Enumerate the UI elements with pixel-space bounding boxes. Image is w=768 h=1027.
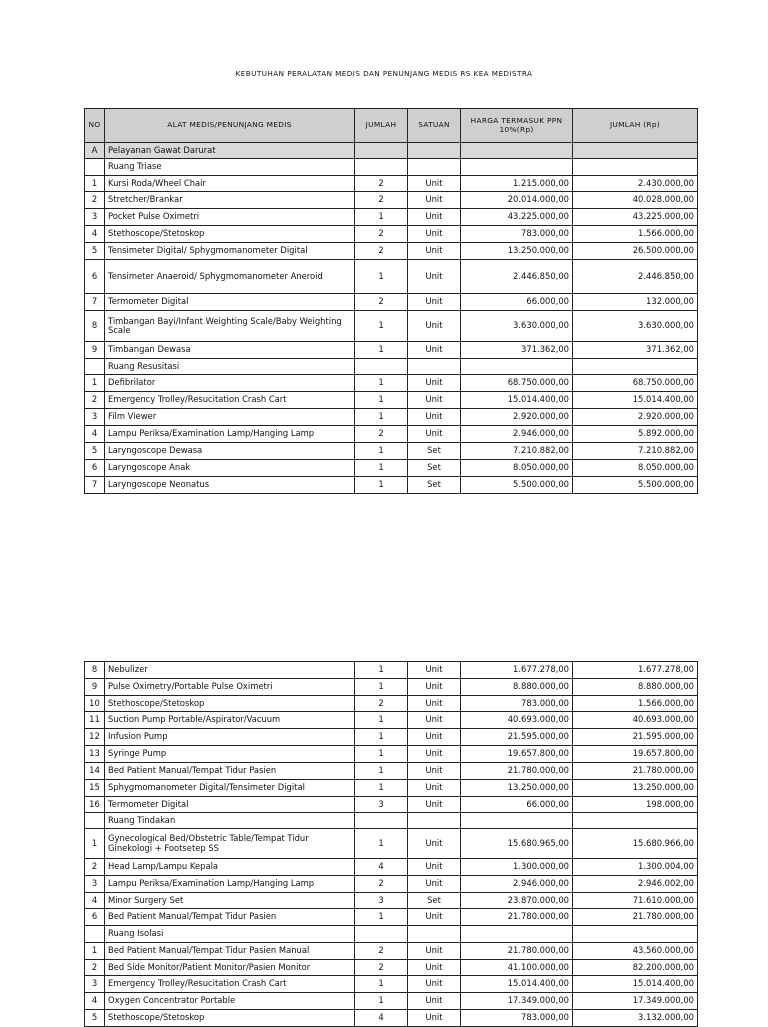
cell-item-name: Film Viewer — [105, 409, 355, 426]
cell-item-name: Kursi Roda/Wheel Chair — [105, 176, 355, 192]
cell-total: 19.657.800,00 — [573, 746, 698, 763]
cell-item-name: Sphygmomanometer Digital/Tensimeter Digital — [105, 780, 355, 797]
cell-price: 17.349.000,00 — [461, 993, 573, 1010]
header-total: JUMLAH (Rp) — [573, 109, 698, 143]
cell-total: 2.946.002,00 — [573, 876, 698, 893]
cell-total: 40.028.000,00 — [573, 192, 698, 209]
cell-no: 16 — [85, 797, 105, 813]
cell-qty: 4 — [355, 1010, 408, 1027]
cell-total: 1.566.000,00 — [573, 696, 698, 712]
cell-price — [461, 143, 573, 159]
cell-unit — [408, 926, 461, 943]
cell-total: 15.680.966,00 — [573, 829, 698, 859]
cell-no: 8 — [85, 311, 105, 342]
cell-price: 2.946.000,00 — [461, 426, 573, 443]
cell-price: 41.100.000,00 — [461, 960, 573, 976]
cell-qty — [355, 813, 408, 829]
cell-item-name: Laryngoscope Neonatus — [105, 477, 355, 494]
cell-qty: 1 — [355, 209, 408, 226]
cell-item-name: Pulse Oximetry/Portable Pulse Oximetri — [105, 679, 355, 696]
cell-unit: Unit — [408, 294, 461, 311]
cell-unit: Unit — [408, 909, 461, 926]
cell-item-name: Minor Surgery Set — [105, 893, 355, 909]
cell-no: 15 — [85, 780, 105, 797]
cell-unit: Unit — [408, 311, 461, 342]
cell-item-name: Tensimeter Digital/ Sphygmomanometer Digital — [105, 243, 355, 260]
table-row — [85, 426, 698, 443]
cell-item-name: Lampu Periksa/Examination Lamp/Hanging Lamp — [105, 426, 355, 443]
cell-no — [85, 359, 105, 375]
cell-unit — [408, 359, 461, 375]
cell-no: 4 — [85, 993, 105, 1010]
cell-no: 14 — [85, 763, 105, 780]
cell-price: 40.693.000,00 — [461, 712, 573, 729]
subsection-row — [85, 926, 698, 943]
cell-no: 1 — [85, 943, 105, 960]
cell-total: 371.362,00 — [573, 342, 698, 359]
cell-item-name: Ruang Resusitasi — [105, 359, 355, 375]
cell-total: 82.200.000,00 — [573, 960, 698, 976]
cell-price — [461, 926, 573, 943]
cell-qty: 1 — [355, 443, 408, 460]
cell-no: 11 — [85, 712, 105, 729]
cell-qty — [355, 359, 408, 375]
table-row — [85, 876, 698, 893]
equipment-table-page-2 — [84, 661, 698, 1027]
cell-no: 6 — [85, 460, 105, 477]
cell-qty: 1 — [355, 342, 408, 359]
cell-price: 15.680.965,00 — [461, 829, 573, 859]
table-row — [85, 859, 698, 876]
cell-price: 8.050.000,00 — [461, 460, 573, 477]
cell-no: 2 — [85, 960, 105, 976]
header-item: ALAT MEDIS/PENUNJANG MEDIS — [105, 109, 355, 143]
table-row — [85, 976, 698, 993]
cell-no: 5 — [85, 443, 105, 460]
cell-no: 2 — [85, 392, 105, 409]
cell-no: 12 — [85, 729, 105, 746]
cell-total — [573, 359, 698, 375]
cell-no: 6 — [85, 909, 105, 926]
cell-price: 13.250.000,00 — [461, 243, 573, 260]
cell-total: 21.595.000,00 — [573, 729, 698, 746]
table-row — [85, 477, 698, 494]
cell-unit: Set — [408, 477, 461, 494]
cell-total: 2.920.000,00 — [573, 409, 698, 426]
cell-unit: Unit — [408, 342, 461, 359]
cell-no: 6 — [85, 260, 105, 294]
cell-unit: Unit — [408, 209, 461, 226]
cell-price: 783.000,00 — [461, 696, 573, 712]
cell-qty: 1 — [355, 829, 408, 859]
table-row — [85, 696, 698, 712]
cell-total: 43.225.000,00 — [573, 209, 698, 226]
table-row — [85, 746, 698, 763]
table-header-row — [85, 109, 698, 143]
cell-qty: 1 — [355, 712, 408, 729]
table-row — [85, 311, 698, 342]
cell-total: 1.566.000,00 — [573, 226, 698, 243]
cell-qty: 1 — [355, 729, 408, 746]
cell-item-name: Laryngoscope Anak — [105, 460, 355, 477]
cell-price: 21.780.000,00 — [461, 909, 573, 926]
table-row — [85, 409, 698, 426]
cell-item-name: Bed Patient Manual/Tempat Tidur Pasien Manual — [105, 943, 355, 960]
cell-total: 68.750.000,00 — [573, 375, 698, 392]
table-row — [85, 829, 698, 859]
cell-price: 5.500.000,00 — [461, 477, 573, 494]
cell-price: 783.000,00 — [461, 1010, 573, 1027]
cell-item-name: Bed Patient Manual/Tempat Tidur Pasien — [105, 763, 355, 780]
cell-price: 371.362,00 — [461, 342, 573, 359]
cell-item-name: Laryngoscope Dewasa — [105, 443, 355, 460]
cell-qty: 3 — [355, 893, 408, 909]
cell-total: 1.300.004,00 — [573, 859, 698, 876]
cell-no: 1 — [85, 829, 105, 859]
cell-total: 17.349.000,00 — [573, 993, 698, 1010]
header-unit: SATUAN — [408, 109, 461, 143]
cell-item-name: Stretcher/Brankar — [105, 192, 355, 209]
cell-unit: Unit — [408, 829, 461, 859]
cell-item-name: Ruang Triase — [105, 159, 355, 176]
cell-qty: 1 — [355, 260, 408, 294]
cell-no — [85, 926, 105, 943]
cell-no: 4 — [85, 226, 105, 243]
cell-qty: 1 — [355, 746, 408, 763]
equipment-table-page-1 — [84, 108, 698, 494]
cell-item-name: Ruang Isolasi — [105, 926, 355, 943]
document-title: KEBUTUHAN PERALATAN MEDIS DAN PENUNJANG MEDIS RS KEA MEDISTRA — [235, 69, 533, 78]
cell-qty: 2 — [355, 176, 408, 192]
table-row — [85, 763, 698, 780]
cell-unit: Unit — [408, 243, 461, 260]
cell-unit: Unit — [408, 662, 461, 679]
header-no: NO — [85, 109, 105, 143]
section-row — [85, 143, 698, 159]
cell-price: 23.870.000,00 — [461, 893, 573, 909]
cell-no: 13 — [85, 746, 105, 763]
cell-unit: Unit — [408, 696, 461, 712]
table-row — [85, 392, 698, 409]
cell-qty: 2 — [355, 943, 408, 960]
subsection-row — [85, 813, 698, 829]
cell-price: 15.014.400,00 — [461, 976, 573, 993]
cell-total: 21.780.000,00 — [573, 909, 698, 926]
cell-unit: Unit — [408, 426, 461, 443]
table-row — [85, 780, 698, 797]
table-body-page-1 — [85, 143, 698, 494]
table-row — [85, 243, 698, 260]
cell-unit: Unit — [408, 712, 461, 729]
cell-price: 3.630.000,00 — [461, 311, 573, 342]
cell-qty — [355, 159, 408, 176]
cell-price: 15.014.400,00 — [461, 392, 573, 409]
cell-unit — [408, 143, 461, 159]
cell-qty: 2 — [355, 696, 408, 712]
subsection-row — [85, 159, 698, 176]
cell-no — [85, 813, 105, 829]
cell-item-name: Lampu Periksa/Examination Lamp/Hanging Lamp — [105, 876, 355, 893]
cell-qty — [355, 143, 408, 159]
cell-no: 9 — [85, 679, 105, 696]
cell-total: 13.250.000,00 — [573, 780, 698, 797]
cell-no: 3 — [85, 976, 105, 993]
cell-total: 132.000,00 — [573, 294, 698, 311]
cell-price: 20.014.000,00 — [461, 192, 573, 209]
cell-item-name: Emergency Trolley/Resucitation Crash Cart — [105, 976, 355, 993]
cell-item-name: Nebulizer — [105, 662, 355, 679]
cell-item-name: Syringe Pump — [105, 746, 355, 763]
cell-item-name: Bed Side Monitor/Patient Monitor/Pasien Monitor — [105, 960, 355, 976]
cell-total: 7.210.882,00 — [573, 443, 698, 460]
cell-total: 8.050.000,00 — [573, 460, 698, 477]
cell-total — [573, 143, 698, 159]
table-row — [85, 893, 698, 909]
cell-no: 3 — [85, 209, 105, 226]
cell-total — [573, 813, 698, 829]
cell-item-name: Oxygen Concentrator Portable — [105, 993, 355, 1010]
cell-no: 7 — [85, 294, 105, 311]
cell-unit: Unit — [408, 729, 461, 746]
table-row — [85, 712, 698, 729]
cell-qty: 1 — [355, 460, 408, 477]
cell-item-name: Termometer Digital — [105, 294, 355, 311]
cell-qty: 2 — [355, 426, 408, 443]
table-row — [85, 960, 698, 976]
cell-unit: Unit — [408, 993, 461, 1010]
cell-unit: Unit — [408, 763, 461, 780]
cell-qty: 2 — [355, 192, 408, 209]
cell-unit: Unit — [408, 876, 461, 893]
table-row — [85, 729, 698, 746]
cell-qty: 1 — [355, 909, 408, 926]
cell-unit: Unit — [408, 746, 461, 763]
cell-no: 10 — [85, 696, 105, 712]
cell-price: 2.446.850,00 — [461, 260, 573, 294]
cell-item-name: Tensimeter Anaeroid/ Sphygmomanometer Aneroid — [105, 260, 355, 294]
cell-qty: 2 — [355, 243, 408, 260]
cell-item-name: Gynecological Bed/Obstetric Table/Tempat Tidur Ginekologi + Footsetep SS — [105, 829, 355, 859]
table-row — [85, 226, 698, 243]
cell-unit: Unit — [408, 780, 461, 797]
cell-no: 5 — [85, 243, 105, 260]
cell-qty: 1 — [355, 662, 408, 679]
table-row — [85, 176, 698, 192]
cell-price: 43.225.000,00 — [461, 209, 573, 226]
cell-item-name: Timbangan Dewasa — [105, 342, 355, 359]
cell-unit: Unit — [408, 859, 461, 876]
cell-qty: 2 — [355, 876, 408, 893]
cell-item-name: Infusion Pump — [105, 729, 355, 746]
cell-item-name: Stethoscope/Stetoskop — [105, 1010, 355, 1027]
cell-total: 198.000,00 — [573, 797, 698, 813]
cell-total: 40.693.000,00 — [573, 712, 698, 729]
cell-item-name: Suction Pump Portable/Aspirator/Vacuum — [105, 712, 355, 729]
cell-unit — [408, 159, 461, 176]
cell-price: 68.750.000,00 — [461, 375, 573, 392]
cell-price: 13.250.000,00 — [461, 780, 573, 797]
cell-qty: 1 — [355, 780, 408, 797]
cell-price: 2.946.000,00 — [461, 876, 573, 893]
cell-price: 66.000,00 — [461, 797, 573, 813]
cell-item-name: Stethoscope/Stetoskop — [105, 696, 355, 712]
cell-price: 19.657.800,00 — [461, 746, 573, 763]
table-row — [85, 443, 698, 460]
cell-unit: Set — [408, 443, 461, 460]
cell-total — [573, 926, 698, 943]
cell-total: 5.892.000,00 — [573, 426, 698, 443]
cell-unit: Unit — [408, 260, 461, 294]
cell-item-name: Stethoscope/Stetoskop — [105, 226, 355, 243]
cell-total: 71.610.000,00 — [573, 893, 698, 909]
cell-qty: 3 — [355, 797, 408, 813]
cell-no: 8 — [85, 662, 105, 679]
cell-price: 66.000,00 — [461, 294, 573, 311]
cell-no: 4 — [85, 893, 105, 909]
table-row — [85, 342, 698, 359]
cell-total: 8.880.000,00 — [573, 679, 698, 696]
cell-total: 5.500.000,00 — [573, 477, 698, 494]
cell-no: 2 — [85, 192, 105, 209]
cell-qty: 1 — [355, 311, 408, 342]
cell-item-name: Termometer Digital — [105, 797, 355, 813]
cell-unit: Set — [408, 460, 461, 477]
cell-price: 2.920.000,00 — [461, 409, 573, 426]
cell-no: 7 — [85, 477, 105, 494]
cell-qty: 1 — [355, 679, 408, 696]
cell-price — [461, 359, 573, 375]
cell-no: 1 — [85, 375, 105, 392]
table-row — [85, 993, 698, 1010]
cell-price: 783.000,00 — [461, 226, 573, 243]
cell-qty: 1 — [355, 375, 408, 392]
header-qty: JUMLAH — [355, 109, 408, 143]
cell-total: 2.430.000,00 — [573, 176, 698, 192]
cell-item-name: Head Lamp/Lampu Kepala — [105, 859, 355, 876]
cell-no: 4 — [85, 426, 105, 443]
cell-unit: Unit — [408, 375, 461, 392]
cell-unit: Unit — [408, 226, 461, 243]
cell-no: 3 — [85, 409, 105, 426]
cell-unit: Unit — [408, 943, 461, 960]
cell-unit: Set — [408, 893, 461, 909]
cell-qty: 2 — [355, 294, 408, 311]
cell-price: 21.780.000,00 — [461, 763, 573, 780]
table-row — [85, 662, 698, 679]
cell-unit: Unit — [408, 976, 461, 993]
cell-price — [461, 813, 573, 829]
table-row — [85, 909, 698, 926]
cell-no: 5 — [85, 1010, 105, 1027]
cell-no: 2 — [85, 859, 105, 876]
cell-qty: 1 — [355, 993, 408, 1010]
cell-price: 8.880.000,00 — [461, 679, 573, 696]
cell-total: 15.014.400,00 — [573, 392, 698, 409]
subsection-row — [85, 359, 698, 375]
cell-item-name: Timbangan Bayi/Infant Weighting Scale/Baby Weighting Scale — [105, 311, 355, 342]
cell-no: 9 — [85, 342, 105, 359]
cell-no — [85, 159, 105, 176]
cell-price — [461, 159, 573, 176]
cell-item-name: Bed Patient Manual/Tempat Tidur Pasien — [105, 909, 355, 926]
cell-qty: 1 — [355, 477, 408, 494]
cell-price: 21.780.000,00 — [461, 943, 573, 960]
cell-unit: Unit — [408, 176, 461, 192]
cell-qty: 4 — [355, 859, 408, 876]
cell-item-name: Ruang Tindakan — [105, 813, 355, 829]
cell-unit: Unit — [408, 797, 461, 813]
table-row — [85, 192, 698, 209]
table-row — [85, 679, 698, 696]
cell-price: 1.215.000,00 — [461, 176, 573, 192]
cell-price: 7.210.882,00 — [461, 443, 573, 460]
cell-unit: Unit — [408, 1010, 461, 1027]
cell-total: 2.446.850,00 — [573, 260, 698, 294]
cell-qty — [355, 926, 408, 943]
table-body-page-2 — [85, 662, 698, 1027]
cell-total: 3.630.000,00 — [573, 311, 698, 342]
cell-price: 1.300.000,00 — [461, 859, 573, 876]
table-row — [85, 209, 698, 226]
cell-unit: Unit — [408, 960, 461, 976]
cell-unit: Unit — [408, 192, 461, 209]
cell-no: 3 — [85, 876, 105, 893]
cell-unit: Unit — [408, 392, 461, 409]
header-price: HARGA TERMASUK PPN 10%(Rp) — [461, 109, 573, 143]
table-row — [85, 460, 698, 477]
cell-total: 15.014.400,00 — [573, 976, 698, 993]
cell-qty: 1 — [355, 763, 408, 780]
cell-unit: Unit — [408, 409, 461, 426]
table-row — [85, 797, 698, 813]
cell-qty: 2 — [355, 226, 408, 243]
cell-total: 1.677.278,00 — [573, 662, 698, 679]
cell-qty: 2 — [355, 960, 408, 976]
cell-no: A — [85, 143, 105, 159]
cell-total — [573, 159, 698, 176]
cell-no: 1 — [85, 176, 105, 192]
cell-unit: Unit — [408, 679, 461, 696]
table-row — [85, 375, 698, 392]
table-row — [85, 943, 698, 960]
cell-item-name: Pocket Pulse Oximetri — [105, 209, 355, 226]
cell-total: 21.780.000,00 — [573, 763, 698, 780]
cell-total: 26.500.000,00 — [573, 243, 698, 260]
cell-price: 1.677.278,00 — [461, 662, 573, 679]
cell-item-name: Emergency Trolley/Resucitation Crash Cart — [105, 392, 355, 409]
table-row — [85, 260, 698, 294]
cell-item-name: Pelayanan Gawat Darurat — [105, 143, 355, 159]
cell-total: 3.132.000,00 — [573, 1010, 698, 1027]
cell-total: 43.560.000,00 — [573, 943, 698, 960]
cell-qty: 1 — [355, 976, 408, 993]
cell-qty: 1 — [355, 409, 408, 426]
cell-qty: 1 — [355, 392, 408, 409]
cell-unit — [408, 813, 461, 829]
table-row — [85, 294, 698, 311]
cell-price: 21.595.000,00 — [461, 729, 573, 746]
cell-item-name: Defibrilator — [105, 375, 355, 392]
